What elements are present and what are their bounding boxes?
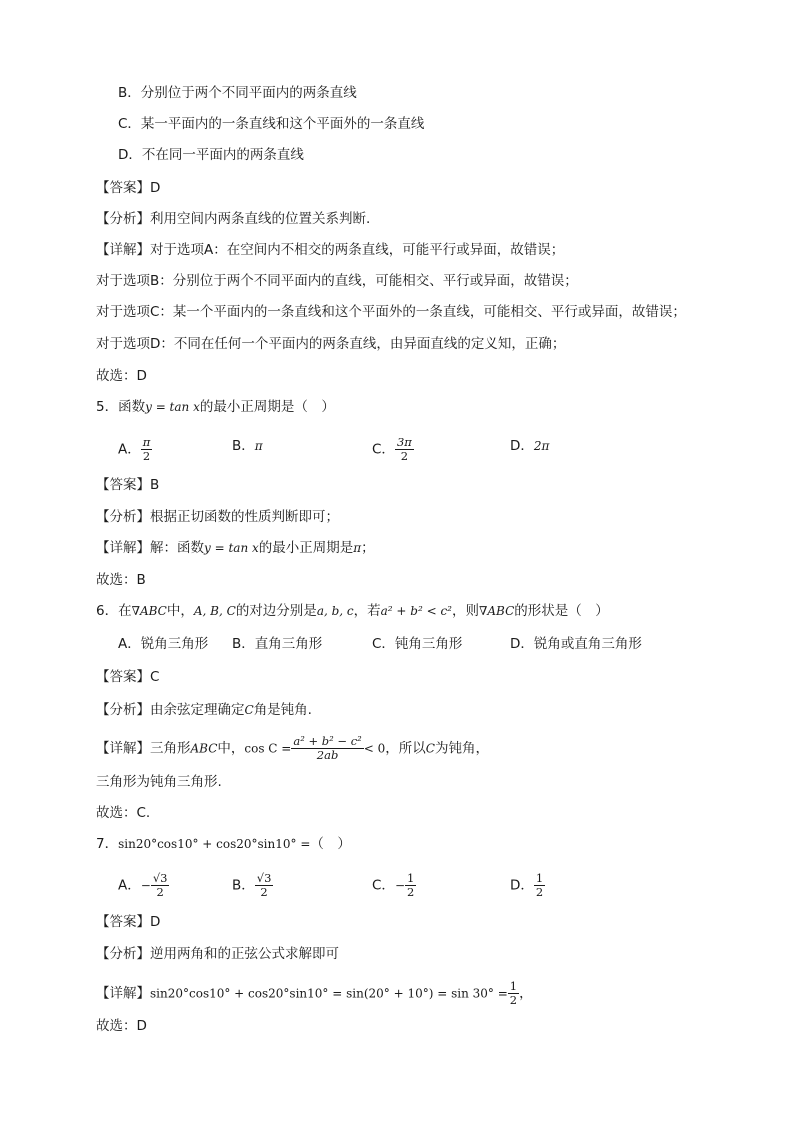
denominator: 2: [509, 993, 518, 1007]
q5-stem: [96, 397, 335, 417]
stem-text: ，若: [353, 603, 381, 619]
option-label: A．: [118, 877, 141, 894]
q7-stem: [96, 834, 351, 854]
q6-option-c: C．钝角三角形: [372, 636, 463, 652]
formula: C: [244, 703, 254, 717]
denominator: 2ab: [316, 748, 339, 762]
q4-answer: [96, 178, 160, 198]
fraction: [291, 735, 363, 762]
q6-option-a: A．锐角三角形: [118, 636, 209, 652]
denominator: 2: [142, 449, 151, 463]
stem-text: 中，: [166, 603, 194, 619]
numerator: 1: [509, 979, 518, 993]
detail-tag: 【详解】: [96, 242, 150, 258]
q6-stem: [96, 601, 609, 621]
q4-analysis: [96, 209, 370, 229]
answer-value: D: [150, 914, 161, 930]
q6-detail: [96, 735, 489, 762]
formula: π: [353, 541, 362, 555]
q7-choice: 故选：D: [96, 1018, 147, 1034]
q7-option-a: [118, 872, 169, 899]
numerator: 3π: [396, 435, 412, 449]
fraction: [255, 872, 274, 899]
numerator: 1: [407, 871, 415, 885]
answer-tag: 【答案】: [96, 914, 150, 930]
stem-text: 6．在: [96, 603, 132, 619]
option-label: D．: [510, 438, 534, 454]
detail-tag: 【详解】: [96, 540, 150, 556]
answer-tag: 【答案】: [96, 180, 150, 196]
analysis-tag: 【分析】: [96, 946, 150, 962]
denominator: 2: [260, 885, 268, 899]
detail-text: 为钝角，: [434, 740, 489, 757]
stem-text: （ ）: [310, 836, 351, 852]
answer-tag: 【答案】: [96, 477, 150, 493]
fraction: [405, 872, 416, 899]
option-label: D．: [510, 877, 534, 894]
q4-option-d: D．不在同一平面内的两条直线: [118, 147, 304, 163]
detail-text: 对于选项A：在空间内不相交的两条直线，可能平行或异面，故错误；: [150, 242, 565, 258]
q6-option-b: B．直角三角形: [232, 636, 323, 652]
detail-tag: 【详解】: [96, 740, 150, 757]
q5-choice: 故选：B: [96, 572, 146, 588]
numerator: √3: [256, 871, 272, 885]
q6-detail-2: 三角形为钝角三角形.: [96, 774, 222, 790]
option-value: π: [254, 439, 263, 453]
formula: y = tan x: [204, 541, 259, 555]
q5-option-b: [232, 436, 263, 456]
q7-detail: [96, 980, 533, 1007]
formula: A, B, C: [193, 604, 236, 618]
formula: ∇ABC: [131, 604, 167, 618]
q7-option-c: [372, 872, 416, 899]
q4-detail-d: 对于选项D：不同在任何一个平面内的两条直线，由异面直线的定义知，正确；: [96, 336, 566, 352]
stem-text: 7．: [96, 836, 119, 852]
answer-value: D: [150, 180, 161, 196]
q5-analysis: [96, 507, 339, 527]
formula: sin20°cos10° + cos20°sin10° = sin(20° + 10°) = sin 30° =: [150, 986, 508, 1001]
denominator: 2: [407, 885, 415, 899]
formula: < 0: [363, 741, 386, 756]
analysis-tag: 【分析】: [96, 702, 150, 718]
q4-option-c: C．某一平面内的一条直线和这个平面外的一条直线: [118, 116, 425, 132]
stem-text: ，则: [452, 603, 479, 619]
q5-option-d: [510, 436, 549, 456]
detail-text: 解：函数: [150, 540, 204, 556]
fraction: [395, 436, 414, 463]
fraction: [508, 980, 519, 1007]
option-label: C．: [372, 441, 395, 458]
numerator: a² + b² − c²: [293, 734, 362, 748]
formula: ∇ABC: [479, 604, 515, 618]
numerator: √3: [152, 871, 168, 885]
stem-text: 5．函数: [96, 399, 146, 415]
formula: ABC: [190, 741, 218, 756]
formula: sin20°cos10° + cos20°sin10° =: [118, 837, 311, 851]
fraction: [151, 872, 170, 899]
option-label: A．: [118, 441, 141, 458]
q4-detail-c: 对于选项C：某一个平面内的一条直线和这个平面外的一条直线，可能相交、平行或异面，故错误；: [96, 304, 686, 320]
formula: a, b, c: [316, 604, 354, 618]
numerator: π: [142, 435, 151, 449]
q6-choice: 故选：C.: [96, 805, 151, 821]
stem-text: 的最小正周期是（ ）: [199, 399, 335, 415]
detail-tag: 【详解】: [96, 985, 150, 1002]
q5-answer: [96, 475, 159, 495]
q5-option-a: [118, 436, 152, 463]
q4-option-b: B．分别位于两个不同平面内的两条直线: [118, 85, 357, 101]
option-value: 2π: [533, 439, 550, 453]
q4-choice: 故选：D: [96, 368, 147, 384]
option-label: C．: [372, 877, 395, 894]
answer-value: C: [150, 669, 160, 685]
analysis-text: 利用空间内两条直线的位置关系判断.: [150, 211, 371, 227]
denominator: 2: [400, 449, 409, 463]
analysis-text: 逆用两角和的正弦公式求解即可: [150, 946, 339, 962]
q7-option-b: [232, 872, 273, 899]
formula: y = tan x: [145, 400, 200, 414]
q4-detail-b: 对于选项B：分别位于两个不同平面内的直线，可能相交、平行或异面，故错误；: [96, 273, 578, 289]
q6-answer: [96, 667, 159, 687]
analysis-text: 由余弦定理确定: [150, 702, 245, 718]
sign: −: [394, 878, 405, 893]
numerator: 1: [535, 871, 544, 885]
detail-text: 三角形: [150, 740, 191, 757]
analysis-tag: 【分析】: [96, 211, 150, 227]
denominator: 2: [156, 885, 164, 899]
fraction: [141, 436, 153, 463]
answer-value: B: [150, 477, 160, 493]
stem-text: 的对边分别是: [235, 603, 317, 619]
detail-text: 中，: [217, 740, 245, 757]
q7-analysis: [96, 944, 339, 964]
sign: −: [140, 878, 151, 893]
analysis-text: 根据正切函数的性质判断即可；: [150, 509, 339, 525]
q7-answer: [96, 912, 160, 932]
formula: cos C =: [244, 741, 292, 756]
formula: a² + b² < c²: [380, 604, 452, 618]
stem-text: 的形状是（ ）: [514, 603, 609, 619]
q4-detail: [96, 240, 564, 260]
q5-detail: [96, 538, 375, 558]
detail-text: 的最小正周期是: [258, 540, 354, 556]
q6-analysis: [96, 700, 312, 720]
q7-option-d: [510, 872, 545, 899]
fraction: [534, 872, 545, 899]
option-label: B．: [232, 438, 255, 454]
formula: C: [425, 741, 435, 756]
detail-text: ；: [361, 540, 375, 556]
detail-text: ，: [519, 985, 533, 1002]
denominator: 2: [535, 885, 544, 899]
answer-tag: 【答案】: [96, 669, 150, 685]
detail-text: ，所以: [385, 740, 426, 757]
analysis-text: 角是钝角.: [253, 702, 312, 718]
q6-option-d: D．锐角或直角三角形: [510, 636, 642, 652]
q5-option-c: [372, 436, 414, 463]
option-label: B．: [232, 877, 255, 894]
analysis-tag: 【分析】: [96, 509, 150, 525]
